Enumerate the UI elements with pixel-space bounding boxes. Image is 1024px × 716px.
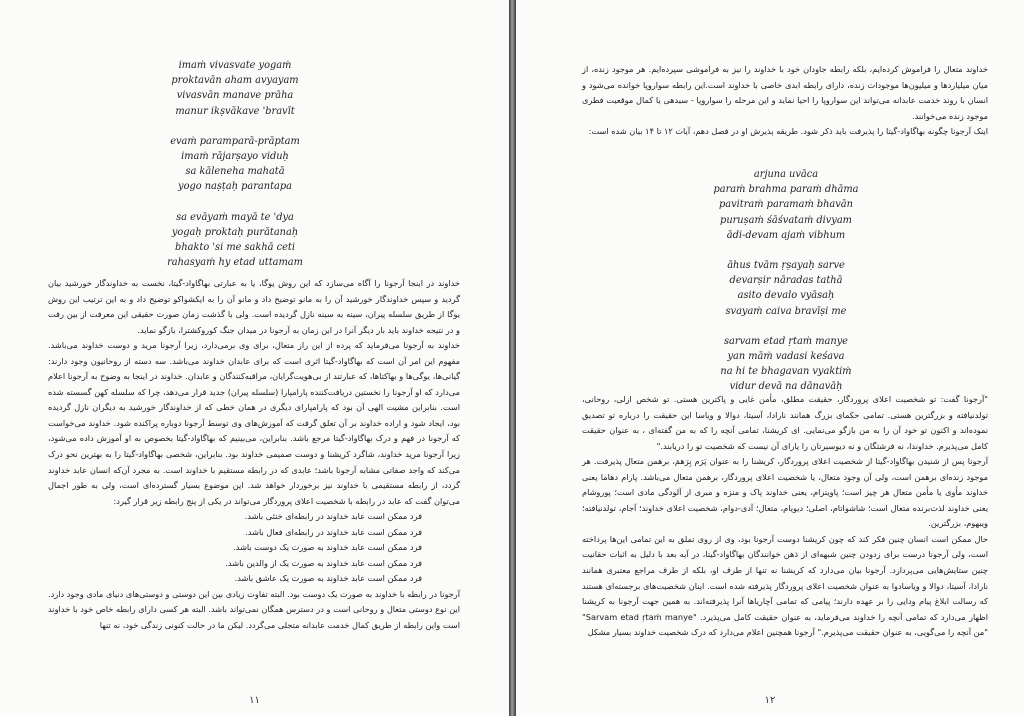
- verse-line: paraṁ brahma paraṁ dhāma: [713, 184, 859, 196]
- commentary-text: [582, 392, 988, 641]
- paragraph: حال ممکن است انسان چنین فکر کند که چون کریشنا دوست آرجونا بود، وی از روی تملق به این تمامی این‌ها پرداخته است، ولی آرجونا درست برای زدودن چنین شبهه‌ای از ذهن خوانندگان بهاگاواد-گیتا، در آیه بعد با دلیل به اثبات حقانیت چنین ستایش‌هایی می‌پردازد. آرجونا بیان می‌دارد که کریشنا نه تنها از طرف او، بلکه از طرف مراجع معتبری همانند نارادا، آسیتا، دوالا و ویاسادوا به عنوان شخصیت اعلای پروردگار پذیرفته شده است. اینان شخصیت‌های برجسته‌ای هستند که رسالت ابلاغ پیام ودایی را بر عهده دارند؛ پیامی که تمامی آچاریاها آنرا پذیرفته‌اند. به همین جهت آرجونا به کریشنا اظهار می‌دارد که تمامی آنچه را خداوند می‌فرماید، به عنوان حقیقت کامل می‌پذیرد. "Sarvam etad ṛtaṁ manye" "من آنچه را می‌گویی، به عنوان حقیقت می‌پذیرم." آرجونا همچنین اعلام می‌دارد که درک شخصیت خداوند بسیار مشکل: [582, 533, 988, 638]
- right-page: [516, 0, 1024, 716]
- paragraph: خداوند به آرجونا می‌فرماید که پرده از این راز متعال، برای وی برمی‌دارد، زیرا آرجونا مرید و دوست خداوند می‌باشد. مفهوم این امر آن است که بهاگاواد-گیتا اثری است که برای عابدان خداوند می‌باشد. سه دسته از روحانیون وجود دارند: گیانی‌ها، یوگی‌ها و بهاکتاها، که عبارتند از بی‌هویت‌گرایان، مراقبه‌کنندگان و عابدان. خداوند در اینجا به وضوح به آرجونا اعلام می‌دارد که او آرجونا را نخستین دریافت‌کننده پارامپارا (سلسله پیران) جدید قرار می‌دهد، چرا که سلسله کهن گسسته شده است. بنابراین مشیت الهی آن بود که پارامپارای دیگری در همان خطی که از خداوندگار خورشید به دیگران نازل گردیده بود، ایجاد شود و اراده خداوند بر آن تعلق گرفت که آموزش‌های وی توسط آرجونا دوباره پراکنده شود. خداوند می‌خواست که آرجونا در فهم و درک بهاگاواد-گیتا مرجع باشد. بنابراین، می‌بینیم که بهاگاواد-گیتا بخصوص به او آموزش داده می‌شود، زیرا آرجونا مرید خداوند، شاگرد کریشنا و دوست صمیمی خداوند بود. بنابراین، شخصی بهاگاواد-گیتا را به بهترین نحو درک می‌کند که واجد صفاتی مشابه آرجونا باشد؛ عابدی که در رابطه مستقیم با خداوند است. به مجرد آن‌که انسان عابد خداوند گردد، از رابطه مستقیمی با خداوند نیز برخوردار خواهد شد. این موضوع بسیار گسترده‌ای است، ولی به طور اجمال می‌توان گفت که عابد در رابطه با شخصیت اعلای پروردگار می‌تواند در یکی از پنج رابطه زیر قرار گیرد:: [48, 340, 460, 506]
- verse-line: vidur devā na dānavāḥ: [729, 381, 843, 393]
- page-number: ۱۲: [764, 695, 776, 706]
- verse-line: arjuna uvāca: [753, 169, 819, 180]
- verse-line: devarṣir nāradas tathā: [729, 275, 843, 287]
- verse-line: imaṁ vivasvate yogaṁ: [178, 60, 292, 71]
- sanskrit-verse: [100, 58, 370, 270]
- paragraph: اینک آرجونا چگونه بهاگاواد-گیتا را پذیرفت باید ذکر شود. طریقه پذیرش او در فصل دهم، آیات ۱۲ تا ۱۴ بیان شده است:: [588, 126, 988, 137]
- verse-line: āhus tvām ṛṣayaḥ sarve: [727, 260, 845, 272]
- page-number: ۱۱: [249, 695, 260, 706]
- verse-line: pavitraṁ paramaṁ bhavān: [719, 199, 853, 211]
- commentary-text: [48, 276, 460, 634]
- verse-line: sarvam etad ṛtaṁ manye: [724, 335, 848, 347]
- paragraph: خداوند در اینجا آرجونا را آگاه می‌سازد که این روش یوگا، یا به عبارتی بهاگاواد-گیتا، نخست به خداوندگار خورشید بیان گردید و سپس خداوندگار خورشید آن را به مانو توضیح داد و مانو آن را به ایکشواکو توضیح داد و به این ترتیب این روش یوگا از طریق سلسله پیران، سینه به سینه نازل گردیده است. ولی با گذشت زمان صورت حقیقی این معرفت از بین رفت و در نتیجه خداوند باید بار دیگر آنرا در این زمان به آرجونا در میدان جنگ کوروکشترا، بازگو نماید.: [48, 278, 460, 335]
- verse-line: evaṁ paramparā-prāptam: [170, 135, 300, 147]
- list-item: فرد ممکن است عابد خداوند به صورت یک عاشق باشد.: [234, 573, 422, 584]
- paragraph: آرجونا پس از شنیدن بهاگاواد-گیتا از شخصیت اعلای پروردگار، کریشنا را به عنوان پَرَم بِرَهمَ، برهمن متعال پذیرفت. هر موجود زنده‌ای برهمن است، ولی آن وجود متعال، یا شخصیت اعلای پروردگار، برهمن متعال می‌باشد. پارام دهاما یعنی خداوند مأوی یا مأمن متعال هر چیز است؛ پاویترام، یعنی خداوند پاک و منزه و مبری از آلودگی مادی است؛ پوروشام یعنی خداوند لذت‌برنده متعال است؛ شاشواتام، اصلی؛ دیویام، متعال؛ آدی-دوام، شخصیت اعلای خداوند؛ آجام، تولدنیافته؛ ویبهوم، بزرگترین.: [582, 456, 988, 529]
- verse-line: bhakto 'si me sakhā ceti: [175, 242, 295, 254]
- verse-line: asito devalo vyāsaḥ: [737, 290, 835, 302]
- verse-line: imaṁ rājarṣayo viduḥ: [181, 151, 289, 163]
- book-gutter: [509, 0, 516, 716]
- verse-line: manur ikṣvākave 'bravīt: [175, 105, 295, 117]
- verse-line: yan māṁ vadasi keśava: [727, 351, 845, 363]
- list-item: فرد ممکن است عابد خداوند به صورت یک دوست باشد.: [233, 542, 422, 553]
- verse-line: puruṣaṁ śāśvataṁ divyam: [720, 214, 852, 226]
- verse-line: yogaḥ proktaḥ purātanaḥ: [171, 226, 299, 238]
- intro-text: [582, 62, 988, 140]
- paragraph: "آرجونا گفت: تو شخصیت اعلای پروردگار، حقیقت مطلق، مأمن غایی و پاکترین هستی. تو شخص ازلی، روحانی، تولدنیافته و بزرگترین هستی. تمامی حکمای بزرگ همانند نارادا، آسیتا، دوالا و ویاسا این حقیقت را درباره تو تصدیق نموده‌اند و اکنون تو خود آن را به من بازگو می‌نمایی. ای کریشنا، تمامی آنچه را که به من گفته‌ای ، به عنوان حقیقت کامل می‌پذیرم. خداوندا، نه فرشتگان و نه دیوسیرتان را یارای آن نیست که شخصیت تو را دریابند.": [582, 394, 988, 451]
- verse-line: vivasvān manave prāha: [176, 90, 294, 102]
- verse-line: sa evāyaṁ mayā te 'dya: [176, 211, 294, 223]
- list-item: فرد ممکن است عابد خداوند در رابطه‌ای فعال باشد.: [245, 526, 422, 537]
- paragraph: خداوند متعال را فراموش کرده‌ایم، بلکه رابطه جاودان خود با خداوند را نیز به فراموشی سپرده‌ایم. هر موجود زنده، از میان میلیاردها و میلیون‌ها موجودات زنده، دارای رابطه ابدی خاصی با خداوند است.این رابطه سواروپا خوانده می‌شود و انسان با روند خدمت عابدانه می‌تواند این سواروپا را احیا نماید و این مرحله را سواروپا - سیدهی یا کمال موقعیت فطری موجود زنده می‌خوانند.: [582, 64, 988, 121]
- stanza-gap: [100, 195, 370, 210]
- verse-line: rahasyaṁ hy etad uttamam: [167, 257, 303, 269]
- verse-line: sa kāleneha mahatā: [185, 166, 285, 178]
- stanza-gap: [656, 243, 916, 258]
- verse-line: yogo naṣṭaḥ parantapa: [178, 181, 292, 193]
- stanza-gap: [656, 319, 916, 334]
- verse-line: ādi-devam ajaṁ vibhum: [726, 229, 846, 241]
- list-item: فرد ممکن است عابد خداوند در رابطه‌ای خنثی باشد.: [244, 511, 422, 522]
- verse-line: proktavān aham avyayam: [171, 75, 299, 87]
- stanza-gap: [100, 119, 370, 134]
- sanskrit-verse: [656, 167, 916, 395]
- verse-line: na hi te bhagavan vyaktiṁ: [720, 366, 852, 378]
- left-page: [0, 0, 509, 716]
- list-item: فرد ممکن است عابد خداوند به صورت یک از والدین باشد.: [225, 557, 422, 568]
- paragraph: آرجونا در رابطه با خداوند به صورت یک دوست بود. البته تفاوت زیادی بین این دوستی و دوستی‌های دنیای مادی وجود دارد. این نوع دوستی متعال و روحانی است و در دسترس همگان نمی‌تواند باشد. البته هر کسی دارای رابطه خاص خود با خداوند است واین رابطه از طریق کمال خدمت عابدانه متجلی می‌گردد. لیکن ما در حالت کنونی زندگی خود، نه تنها: [48, 588, 460, 631]
- verse-line: svayaṁ caiva bravīṣi me: [725, 305, 847, 317]
